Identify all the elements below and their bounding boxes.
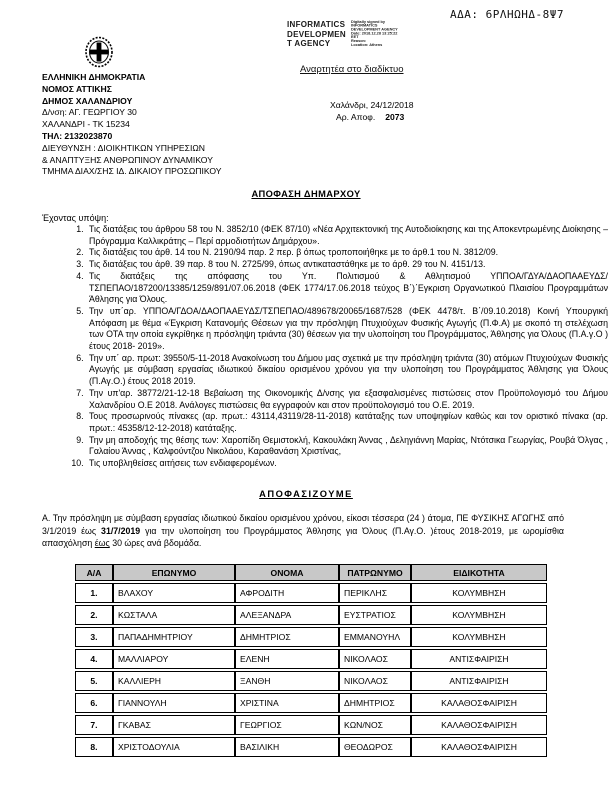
- signature-details: [351, 20, 439, 47]
- signature-detail-line: EET: [351, 35, 359, 40]
- cell-surname: ΠΑΠΑΔΗΜΗΤΡΙΟΥ: [113, 627, 235, 647]
- cell-name: ΔΗΜΗΤΡΙΟΣ: [235, 627, 339, 647]
- org-municipality: ΔΗΜΟΣ ΧΑΛΑΝΔΡΙΟΥ: [42, 95, 133, 106]
- cell-surname: ΓΚΑΒΑΣ: [113, 715, 235, 735]
- org-phone: ΤΗΛ: 2132023870: [42, 130, 113, 141]
- decision-upto-word: έως: [94, 538, 110, 549]
- cell-specialty: ΑΝΤΙΣΦΑΙΡΙΣΗ: [411, 649, 547, 669]
- meta-block: [330, 99, 414, 123]
- cell-aa: 7.: [75, 715, 113, 735]
- signature-detail-line: Date: 2018.12.28 13:25:22: [351, 31, 398, 36]
- digital-signature-stamp: [287, 20, 511, 69]
- org-address: Δ/νση: ΑΓ. ΓΕΩΡΓΙΟΥ 30: [42, 107, 137, 118]
- cell-patronym: ΚΩΝ/ΝΟΣ: [339, 715, 411, 735]
- org-country: ΕΛΛΗΝΙΚΗ ΔΗΜΟΚΡΑΤΙΑ: [42, 72, 146, 82]
- cell-surname: ΧΡΙΣΤΟΔΟΥΛΙΑ: [113, 737, 235, 757]
- org-prefecture: ΝΟΜΟΣ ΑΤΤΙΚΗΣ: [42, 83, 112, 94]
- preamble: Έχοντας υπόψη:: [42, 213, 109, 223]
- considerations-list: [40, 224, 608, 470]
- table-row: [75, 737, 547, 757]
- decision-heading-text: ΑΠΟΦΑΣΙΖΟΥΜΕ: [259, 489, 353, 499]
- decision-number-value: 2073: [385, 112, 405, 122]
- signature-agency-line: DEVELOPMEN: [287, 29, 347, 39]
- appointees-table: [75, 562, 547, 759]
- cell-aa: 6.: [75, 693, 113, 713]
- cell-patronym: ΕΜΜΑΝΟΥΗΛ: [339, 627, 411, 647]
- consideration-item: 7. Την υπ'αρ. 38772/21-12-18 Βεβαίωση της Οικονομικής Δ/νσης για εξασφαλισμένες πιστώσεις στον Προϋπολογισμό του Δήμου Χαλανδρίου Ο.Ε 2018. Ανάλογες πιστώσεις θα εγγραφούν και στον προϋπολογισμό του Ο.Ε. 2019.: [86, 388, 608, 411]
- consideration-item: 8. Τους προσωρινούς πίνακες (αρ. πρωτ.: 43114,43119/28-11-2018) κατάταξης των υποψηφίων καθώς και τον οριστικό πίνακα (αρ. πρωτ.: 45358/12-12-2018) κατάταξης.: [86, 411, 608, 434]
- consideration-item: 2. Τις διατάξεις του άρθ. 14 του Ν. 2190/94 παρ. 2 περ. β όπως τροποποιήθηκε με το άρθ.1 του Ν. 3812/09.: [86, 247, 608, 259]
- decision-number-line: [330, 111, 414, 123]
- consideration-item: 3. Τις διατάξεις του άρθ. 39 παρ. 8 του Ν. 2725/99, όπως αντικαταστάθηκε με το άρθ. 29 του Ν. 4151/13.: [86, 259, 608, 271]
- decision-text-3: για την υλοποίηση του Προγράμματος Άθλησης για Όλους (Π.Αγ.Ο. )έτους 2018-2019, με ωρομίσθια απασχόληση: [42, 525, 564, 549]
- cell-name: ΓΕΩΡΓΙΟΣ: [235, 715, 339, 735]
- cell-name: ΑΛΕΞΑΝΔΡΑ: [235, 605, 339, 625]
- decision-paragraph: [42, 512, 564, 550]
- cell-name: ΧΡΙΣΤΙΝΑ: [235, 693, 339, 713]
- org-department: ΤΜΗΜΑ ΔΙΑΧ/ΣΗΣ ΙΔ. ΔΙΚΑΙΟΥ ΠΡΟΣΩΠΙΚΟΥ: [42, 166, 222, 177]
- signature-agency-line: INFORMATICS: [287, 20, 346, 29]
- consideration-item: 4. Τις διατάξεις της απόφασης του Υπ. Πολιτισμού & Αθλητισμού ΥΠΠΟΑ/ΓΔΥΑ/ΔΑΟΠΑΑΕΥΔΣ/ ΤΣΠΕΠΑΟ/187200/13385/1259/891/07.06.2018 (ΦΕΚ 1774/17.06.2018 τεύχος Β΄)΄Εγκριση Οργανωτικού Πλαισίου Προγραμμάτων Άθλησης για Όλους.: [86, 271, 608, 306]
- table-row: [75, 627, 547, 647]
- cell-surname: ΚΩΣΤΑΛΑ: [113, 605, 235, 625]
- table-row: [75, 605, 547, 625]
- signature-agency-name: [287, 20, 346, 49]
- cell-specialty: ΚΑΛΑΘΟΣΦΑΙΡΙΣΗ: [411, 737, 547, 757]
- decision-date-to: 31/7/2019: [101, 525, 141, 536]
- table-row: [75, 583, 547, 603]
- decision-text-4: 30 ώρες ανά βδομάδα.: [109, 538, 202, 549]
- cell-aa: 5.: [75, 671, 113, 691]
- table-row: [75, 693, 547, 713]
- cell-specialty: ΚΟΛΥΜΒΗΣΗ: [411, 583, 547, 603]
- table-row: [75, 671, 547, 691]
- cell-specialty: ΑΝΤΙΣΦΑΙΡΙΣΗ: [411, 671, 547, 691]
- table-row: [75, 649, 547, 669]
- decision-date-from: 3/1/2019: [42, 525, 77, 536]
- cell-name: ΕΛΕΝΗ: [235, 649, 339, 669]
- place-date: Χαλάνδρι, 24/12/2018: [330, 100, 414, 110]
- cell-aa: 4.: [75, 649, 113, 669]
- document-title-text: ΑΠΟΦΑΣΗ ΔΗΜΑΡΧΟΥ: [251, 189, 361, 199]
- organization-block: [42, 72, 221, 178]
- signature-detail-line: Digitally signed by: [351, 20, 386, 24]
- consideration-item: 6. Την υπ΄ αρ. πρωτ: 39550/5-11-2018 Ανακοίνωση του Δήμου μας σχετικά με την πρόσληψη τριάντα (30) ατόμων Πτυχιούχων Φυσικής Αγωγής με σύμβαση εργασίας ιδιωτικού δικαίου ορισμένου χρόνου για την υλοποίηση του Προγράμματος Άθλησης για Όλους (Π.Αγ.Ο.) έτους 2018 2019.: [86, 353, 608, 388]
- posting-note: Αναρτητέα στο διαδίκτυο: [300, 64, 404, 75]
- cell-specialty: ΚΟΛΥΜΒΗΣΗ: [411, 605, 547, 625]
- signature-detail-line: INFORMATICS: [351, 23, 378, 28]
- cell-surname: ΓΙΑΝΝΟΥΛΗ: [113, 693, 235, 713]
- cell-aa: 2.: [75, 605, 113, 625]
- cell-surname: ΜΑΛΛΙΑΡΟΥ: [113, 649, 235, 669]
- decision-text-1: Α. Την πρόσληψη με σύμβαση εργασίας ιδιωτικού δικαίου ορισμένου χρόνου, είκοσι τέσσερα (24 ) άτομα, ΠΕ ΦΥΣΙΚΗΣ ΑΓΩΓΗΣ από: [42, 513, 564, 523]
- table-body: [75, 583, 547, 757]
- table-header-row: [75, 564, 547, 581]
- signature-agency-line: T AGENCY: [287, 39, 331, 48]
- cell-patronym: ΘΕΟΔΩΡΟΣ: [339, 737, 411, 757]
- org-directorate-line1: ΔΙΕΥΘΥΝΣΗ : ΔΙΟΙΚΗΤΙΚΩΝ ΥΠΗΡΕΣΙΩΝ: [42, 142, 205, 153]
- decision-text-2: έως: [76, 525, 102, 536]
- decision-heading: [0, 489, 612, 499]
- signature-detail-line: DEVELOPMENT AGENCY: [351, 27, 398, 32]
- header-patronym: ΠΑΤΡΩΝΥΜΟ: [339, 564, 411, 581]
- header-specialty: ΕΙΔΙΚΟΤΗΤΑ: [411, 564, 547, 581]
- cell-aa: 3.: [75, 627, 113, 647]
- cell-name: ΒΑΣΙΛΙΚΗ: [235, 737, 339, 757]
- cell-name: ΞΑΝΘΗ: [235, 671, 339, 691]
- cell-patronym: ΔΗΜΗΤΡΙΟΣ: [339, 693, 411, 713]
- consideration-item: 5. Την υπ΄αρ. ΥΠΠΟΑ/ΓΔΟΑ/ΔΑΟΠΑΑΕΥΔΣ/ΤΣΠΕΠΑΟ/489678/20065/1687/528 (ΦΕΚ 4478/τ. Β΄/09.10.2018) Κοινή Υπουργική Απόφαση με θέμα «Έγκριση Κατανομής Θέσεων για την πρόσληψη Πτυχιούχων Φυσικής Αγωγής (Π.Φ.Α) με σκοπό τη στελέχωση των ΟΤΑ την οποία εγκρίθηκε η πρόσληψη τριάντα (30) θέσεων για την υλοποίηση του Προγράμματος, Άθλησης για Όλους (Π.Α.γ.Ο ) έτους 2018- 2019».: [86, 306, 608, 353]
- consideration-item: 1. Τις διατάξεις του άρθρου 58 του Ν. 3852/10 (ΦΕΚ 87/10) «Νέα Αρχιτεκτονική της Αυτοδιοίκησης και της Αποκεντρωμένης Διοίκησης – Πρόγραμμα Καλλικράτης – Περί αρμοδιοτήτων Δημάρχου».: [86, 224, 608, 247]
- decision-number-label: Αρ. Αποφ.: [336, 112, 376, 122]
- cell-patronym: ΕΥΣΤΡΑΤΙΟΣ: [339, 605, 411, 625]
- org-directorate-line2: & ΑΝΑΠΤΥΞΗΣ ΑΝΘΡΩΠΙΝΟΥ ΔΥΝΑΜΙΚΟΥ: [42, 154, 213, 165]
- consideration-item: 10. Τις υποβληθείσες αιτήσεις των ενδιαφερομένων.: [86, 458, 608, 470]
- cell-aa: 8.: [75, 737, 113, 757]
- cell-patronym: ΠΕΡΙΚΛΗΣ: [339, 583, 411, 603]
- ada-code: ΑΔΑ: 6ΡΛΗΩΗΔ-8Ψ7: [450, 8, 564, 21]
- cell-specialty: ΚΑΛΑΘΟΣΦΑΙΡΙΣΗ: [411, 715, 547, 735]
- cell-surname: ΚΑΛΛΙΕΡΗ: [113, 671, 235, 691]
- cell-patronym: ΝΙΚΟΛΑΟΣ: [339, 649, 411, 669]
- signature-detail-line: Location: Athens: [351, 43, 383, 47]
- cell-specialty: ΚΟΛΥΜΒΗΣΗ: [411, 627, 547, 647]
- cell-name: ΑΦΡΟΔΙΤΗ: [235, 583, 339, 603]
- cell-surname: ΒΛΑΧΟΥ: [113, 583, 235, 603]
- hellenic-republic-emblem-icon: [83, 36, 115, 68]
- table-row: [75, 715, 547, 735]
- header-aa: Α/Α: [75, 564, 113, 581]
- consideration-item: 9. Την μη αποδοχής της θέσης των: Χαροπίδη Θεμιστοκλή, Κακουλάκη Άννας , Δεληγιάννη Μαρίας, Ντότσικα Γεωργίας, Ρουβά Όλγας , Γαλαίου Άννας , Καλφούντζου Νικολάου, Καραθανάση Χριστίνας,: [86, 435, 608, 458]
- org-city-zip: ΧΑΛΑΝΔΡΙ - ΤΚ 15234: [42, 119, 130, 130]
- document-title: [0, 189, 612, 199]
- cell-patronym: ΝΙΚΟΛΑΟΣ: [339, 671, 411, 691]
- signature-detail-line: Reason:: [351, 39, 367, 44]
- cell-specialty: ΚΑΛΑΘΟΣΦΑΙΡΙΣΗ: [411, 693, 547, 713]
- header-name: ΟΝΟΜΑ: [235, 564, 339, 581]
- header-surname: ΕΠΩΝΥΜΟ: [113, 564, 235, 581]
- cell-aa: 1.: [75, 583, 113, 603]
